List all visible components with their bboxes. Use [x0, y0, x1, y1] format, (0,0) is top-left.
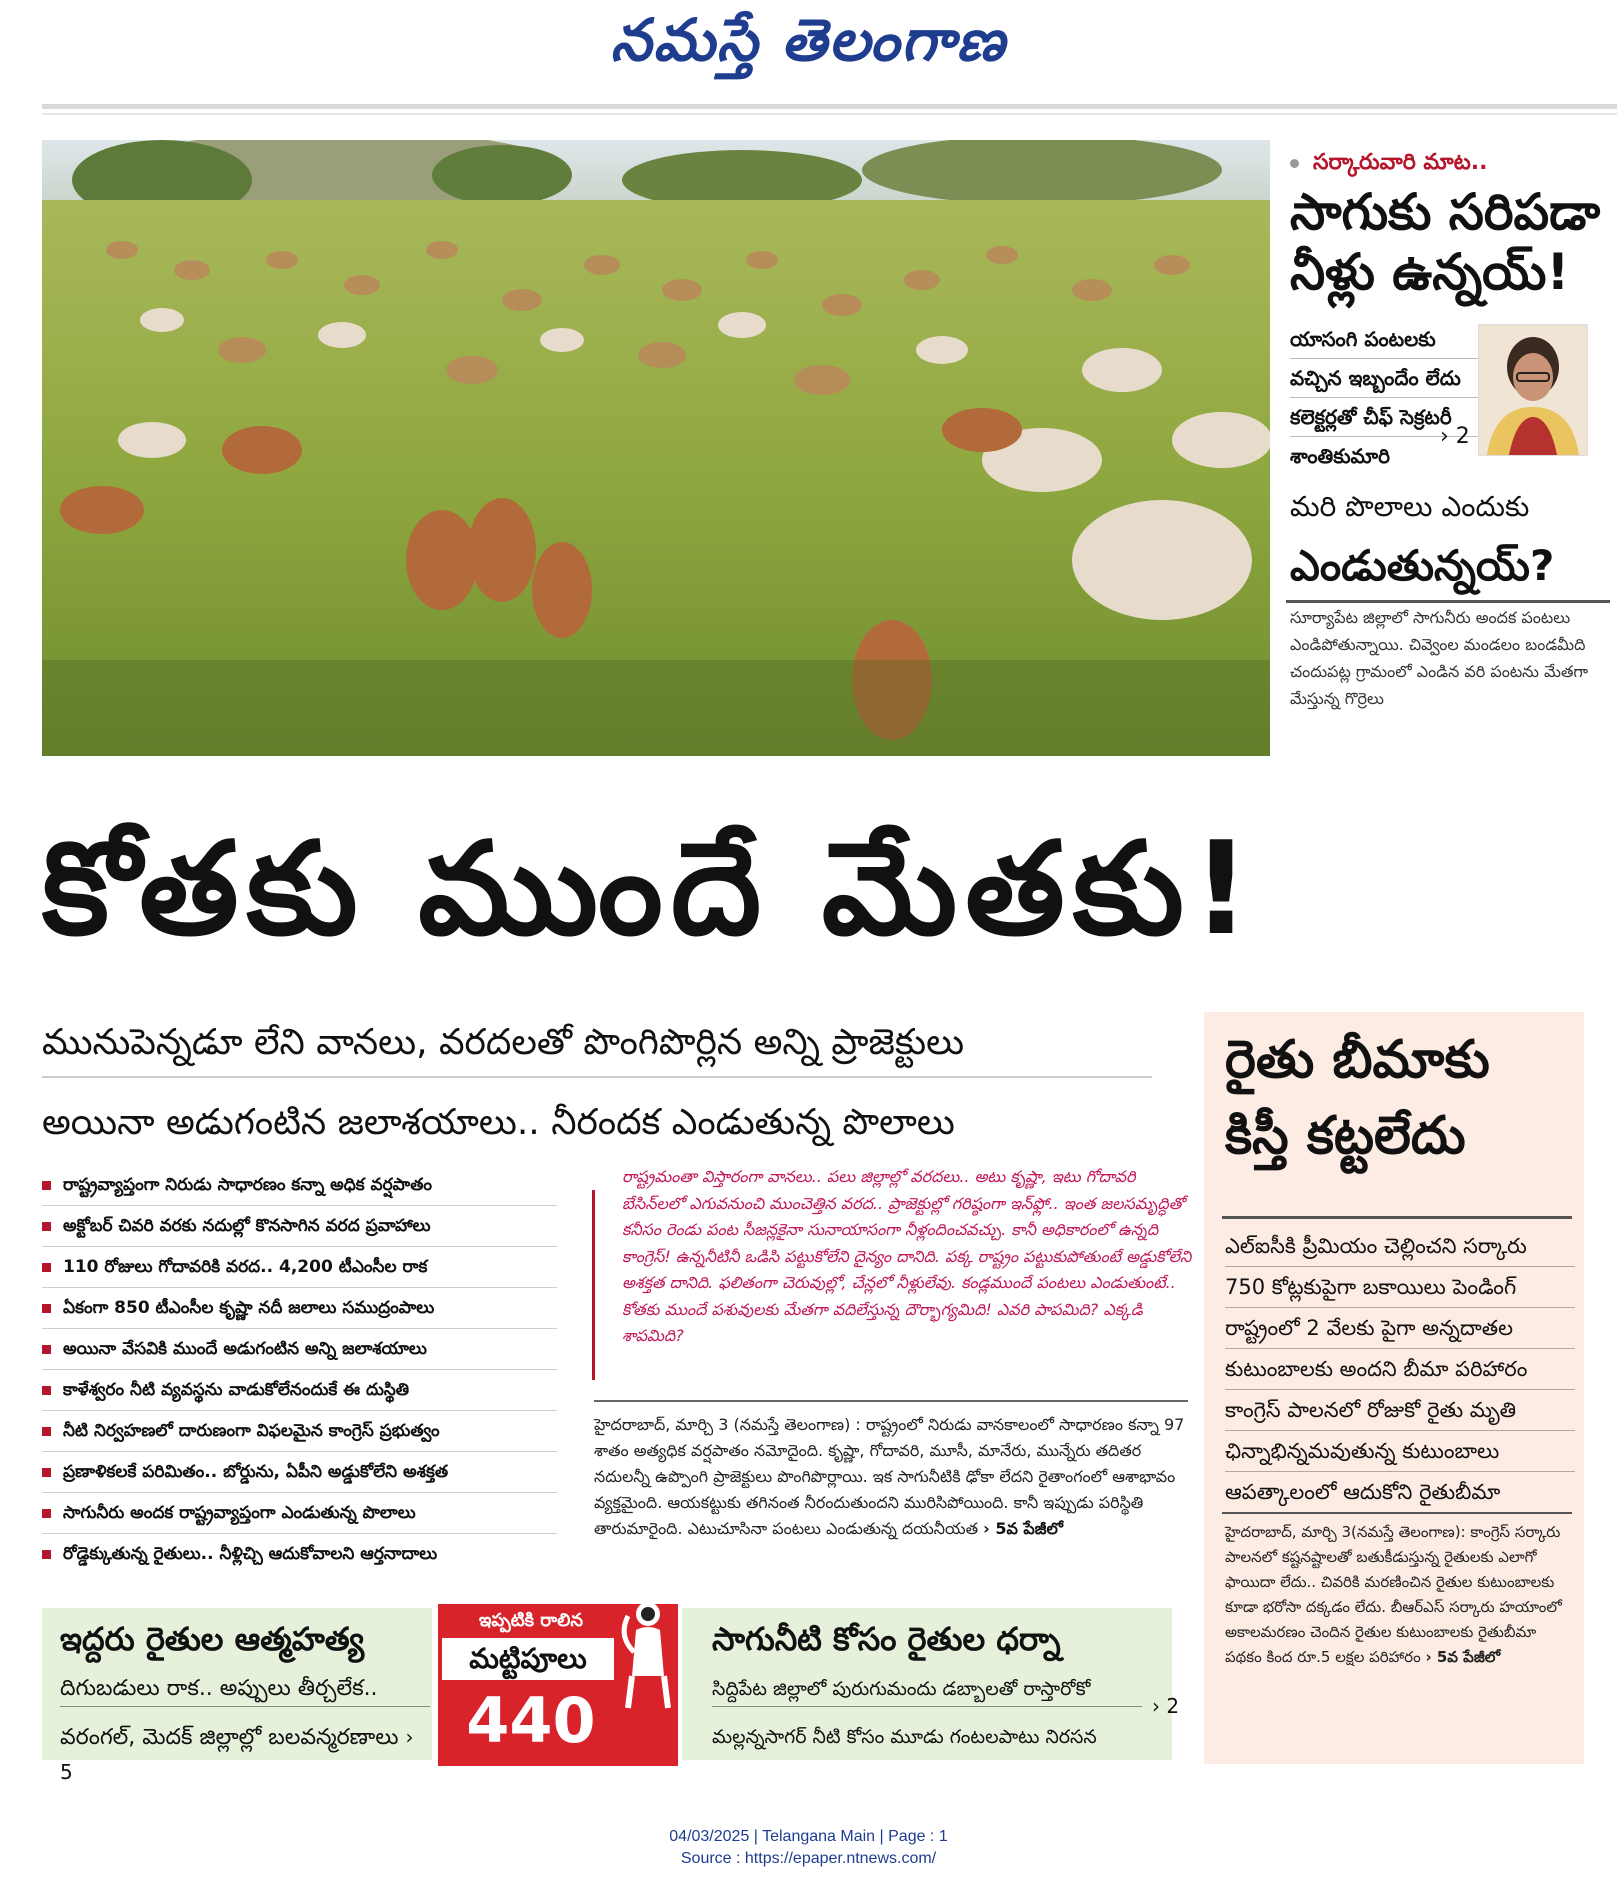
masthead-title: నమస్తే తెలంగాణ	[610, 6, 1007, 74]
dharna-line-1: సిద్దిపేట జిల్లాలో పురుగుమందు డబ్బాలతో రాస్తారోకో	[712, 1672, 1142, 1707]
highlight-line: 750 కోట్లకుపైగా బకాయిలు పెండింగ్	[1225, 1267, 1575, 1308]
sidebar-kicker-text: సర్కారువారి మాట..	[1313, 150, 1488, 175]
highlight-line: రాష్ట్రంలో 2 వేలకు పైగా అన్నదాతల	[1225, 1308, 1575, 1349]
insurance-headline	[1225, 1022, 1575, 1174]
sidebar-line: శాంతికుమారి	[1290, 444, 1390, 468]
list-item	[42, 1370, 557, 1411]
suicide-headline: ఇద్దరు రైతుల ఆత్మహత్య	[60, 1620, 365, 1658]
intro-accent-bar	[592, 1190, 595, 1380]
square-bullet-icon	[42, 1509, 51, 1518]
square-bullet-icon	[42, 1427, 51, 1436]
insurance-divider-2	[1222, 1512, 1572, 1514]
list-item	[42, 1534, 557, 1574]
masthead	[0, 0, 1617, 95]
sidebar-question-line2: ఎండుతున్నయ్?	[1290, 541, 1555, 590]
page-ref[interactable]: › 2	[1152, 1694, 1180, 1718]
footer-edition-info: 04/03/2025 | Telangana Main | Page : 1	[669, 1828, 948, 1845]
continued-page-link[interactable]: › 5వ పేజీలో	[1425, 1648, 1501, 1666]
highlight-line: ఆపత్కాలంలో ఆదుకోని రైతుబీమా	[1225, 1480, 1501, 1504]
page-ref[interactable]: › 5	[60, 1725, 414, 1784]
farmer-deaths-count: 440	[466, 1684, 596, 1757]
list-item-text: అయినా వేసవికి ముందే అడుగంటిన అన్ని జలాశయాలు	[63, 1339, 427, 1359]
square-bullet-icon	[42, 1222, 51, 1231]
deck-line-2: అయినా అడుగంటిన జలాశయాలు.. నీరందక ఎండుతున్న పొలాలు	[42, 1102, 955, 1143]
dharna-headline: సాగునీటి కోసం రైతుల ధర్నా	[712, 1620, 1061, 1658]
highlight-line: ఛిన్నాభిన్నమవుతున్న కుటుంబాలు	[1225, 1431, 1575, 1472]
lead-photo	[42, 140, 1270, 756]
list-item-text: ప్రణాళికలకే పరిమితం.. బోర్డును, ఏపీని అడ్డుకోలేని అశక్తత	[63, 1462, 449, 1482]
square-bullet-icon	[42, 1345, 51, 1354]
highlight-line: ఎల్ఐసీకి ప్రీమియం చెల్లించని సర్కారు	[1225, 1226, 1575, 1267]
insurance-body	[1225, 1520, 1570, 1670]
article-body	[594, 1412, 1190, 1542]
bullet-list	[42, 1165, 557, 1574]
insurance-headline-line2: కిస్తీ కట్టలేదు	[1225, 1106, 1466, 1166]
insurance-body-text: హైదరాబాద్, మార్చి 3(నమస్తే తెలంగాణ): కాంగ్రెస్ సర్కారు పాలనలో కష్టనష్టాలతో బతుకీడుస్తున్న రైతులకు ఎలాగో ఫాయిదా లేదు.. చివరికి మరణించిన రైతుల కుటుంబాలకు కూడా భరోసా దక్కడం లేదు. బీఆర్ఎస్ సర్కారు హయాంలో అకాలమరణం చెందిన రైతుల కుటుంబాలకు రైతుబీమా పథకం కింద రూ.5 లక్షల పరిహారం	[1225, 1523, 1562, 1666]
list-item-text: ఏకంగా 850 టీఎంసీల కృష్ణా నదీ జలాలు సముద్రంపాలు	[63, 1298, 435, 1318]
body-divider	[594, 1400, 1188, 1402]
sidebar-kicker	[1290, 150, 1610, 180]
list-item	[42, 1329, 557, 1370]
masthead-divider-thin	[42, 113, 1617, 115]
list-item	[42, 1165, 557, 1206]
list-item-text: నీటి నిర్వహణలో దారుణంగా విఫలమైన కాంగ్రెస్ ప్రభుత్వం	[63, 1421, 440, 1441]
list-item	[42, 1247, 557, 1288]
sidebar-sublines	[1290, 320, 1480, 475]
list-item-text: రాష్ట్రవ్యాప్తంగా నిరుడు సాధారణం కన్నా అధిక వర్షపాతం	[63, 1175, 433, 1195]
bullet-icon	[1290, 159, 1299, 168]
list-item	[42, 1411, 557, 1452]
square-bullet-icon	[42, 1181, 51, 1190]
square-bullet-icon	[42, 1550, 51, 1559]
list-item	[42, 1288, 557, 1329]
farmer-sickle-illustration	[614, 1596, 680, 1712]
continued-page-link[interactable]: › 5వ పేజీలో	[983, 1519, 1063, 1538]
farmer-deaths-label-2: మట్టిపూలు	[442, 1638, 614, 1680]
article-body-text: హైదరాబాద్, మార్చి 3 (నమస్తే తెలంగాణ) : రాష్ట్రంలో నిరుడు వానకాలంలో సాధారణం కన్నా 97 శాతం అత్యధిక వర్షపాతం నమోదైంది. కృష్ణా, గోదావరి, మూసీ, మానేరు, మున్నేరు తదితర నదులన్నీ ఉప్పొంగి ప్రాజెక్టులు పొంగిపొర్లాయి. ఇక సాగునీటికి ఢోకా లేదని రైతాంగంలో ఆశాభావం వ్యక్తమైంది. ఆయకట్టుకు తగినంత నీరందుతుందని మురిసిపోయింది. కానీ ఇప్పుడు పరిస్థితి తారుమారైంది. ఎటుచూసినా పంటలు ఎండుతున్న దయనీయత	[594, 1415, 1185, 1538]
masthead-divider	[42, 104, 1617, 109]
sidebar-headline: సాగుకు సరిపడా నీళ్లు ఉన్నయ్!	[1290, 183, 1601, 301]
main-headline: కోతకు ముందే మేతకు!	[42, 815, 1259, 964]
suicide-line-2	[60, 1720, 430, 1790]
farmer-figure-icon	[614, 1596, 680, 1712]
intro-paragraph: రాష్ట్రమంతా విస్తారంగా వానలు.. పలు జిల్లాల్లో వరదలు.. అటు కృష్ణా, ఇటు గోదావరి బేసిన్‌లలో ఎగువనుంచి ముంచెత్తిన వరద.. ప్రాజెక్టుల్లో గరిష్ఠంగా ఇన్‌ఫ్లో.. ఇంత జలసమృద్ధితో కనీసం రెండు పంట సీజన్లకైనా సునాయాసంగా నీళ్లందించవచ్చు. కానీ అధికారంలో ఉన్నది కాంగ్రెస్! ఉన్ననీటినీ ఒడిసి పట్టుకోలేని దైన్యం దానిది. పక్క రాష్ట్రం పట్టుకుపోతుంటే అడ్డుకోలేని అశక్తత దానిది. ఫలితంగా చెరువుల్లో, చేన్లలో నీళ్లులేవు. కండ్లముందే పంటలు ఎండుతుంటే.. కోతకు ముందే పశువులకు మేతగా వదిలేస్తున్న దౌర్భాగ్యమిది! ఎవరి పాపమిది? ఎక్కడి శాపమిది?	[622, 1167, 1192, 1345]
sidebar-line: వచ్చిన ఇబ్బందేం లేదు	[1290, 359, 1480, 398]
list-item-text: రోడ్డెక్కుతున్న రైతులు.. నీళ్లిచ్చి ఆదుకోవాలని ఆర్తనాదాలు	[63, 1544, 438, 1564]
list-item-text: కాళేశ్వరం నీటి వ్యవస్థను వాడుకోలేనందుకే ఈ దుస్థితి	[63, 1380, 410, 1400]
sidebar-divider	[1286, 600, 1610, 603]
footer-source-link[interactable]: Source : https://epaper.ntnews.com/	[680, 1850, 937, 1867]
photo-caption: సూర్యాపేట జిల్లాలో సాగునీరు అందక పంటలు ఎండిపోతున్నాయి. చివ్వెంల మండలం బండమీది చందుపట్ల గ్రామంలో ఎండిన వరి పంటను మేతగా మేస్తున్న గొర్రెలు	[1290, 608, 1589, 708]
portrait-photo	[1478, 324, 1588, 456]
portrait-illustration	[1479, 325, 1587, 455]
list-item	[42, 1493, 557, 1534]
list-item-text: అక్టోబర్ చివరి వరకు నదుల్లో కొనసాగిన వరద ప్రవాహాలు	[63, 1216, 431, 1236]
insurance-divider	[1222, 1216, 1572, 1219]
list-item	[42, 1206, 557, 1247]
square-bullet-icon	[42, 1468, 51, 1477]
sidebar-line: కలెక్టర్లతో చీఫ్ సెక్రటరీ	[1290, 398, 1480, 437]
sidebar-question-line1: మరి పొలాలు ఎందుకు	[1290, 490, 1530, 523]
highlight-line: కుటుంబాలకు అందని బీమా పరిహారం	[1225, 1349, 1575, 1390]
list-item-text: 110 రోజులు గోదావరికి వరద.. 4,200 టీఎంసీల రాక	[63, 1257, 428, 1277]
suicide-line-1: దిగుబడులు రాక.. అప్పులు తీర్చలేక..	[60, 1672, 430, 1707]
dharna-line-2: మల్లన్నసాగర్ నీటి కోసం మూడు గంటలపాటు నిరసన	[712, 1726, 1097, 1748]
deck-line-1: మునుపెన్నడూ లేని వానలు, వరదలతో పొంగిపొర్లిన అన్ని ప్రాజెక్టులు	[42, 1018, 1152, 1078]
sheep-field-illustration	[42, 140, 1270, 756]
suicide-line-2-text: వరంగల్, మెదక్ జిల్లాల్లో బలవన్మరణాలు	[60, 1725, 399, 1750]
list-item	[42, 1452, 557, 1493]
square-bullet-icon	[42, 1263, 51, 1272]
farmer-deaths-label-1: ఇప్పటికి రాలిన	[479, 1610, 583, 1631]
insurance-headline-line1: రైతు బీమాకు	[1225, 1030, 1490, 1090]
square-bullet-icon	[42, 1386, 51, 1395]
sidebar-line: యాసంగి పంటలకు	[1290, 320, 1480, 359]
square-bullet-icon	[42, 1304, 51, 1313]
insurance-highlights	[1225, 1226, 1575, 1512]
list-item-text: సాగునీరు అందక రాష్ట్రవ్యాప్తంగా ఎండుతున్న పొలాలు	[63, 1503, 416, 1523]
page-ref: › 2	[1440, 424, 1470, 449]
highlight-line: కాంగ్రెస్ పాలనలో రోజుకో రైతు మృతి	[1225, 1390, 1575, 1431]
